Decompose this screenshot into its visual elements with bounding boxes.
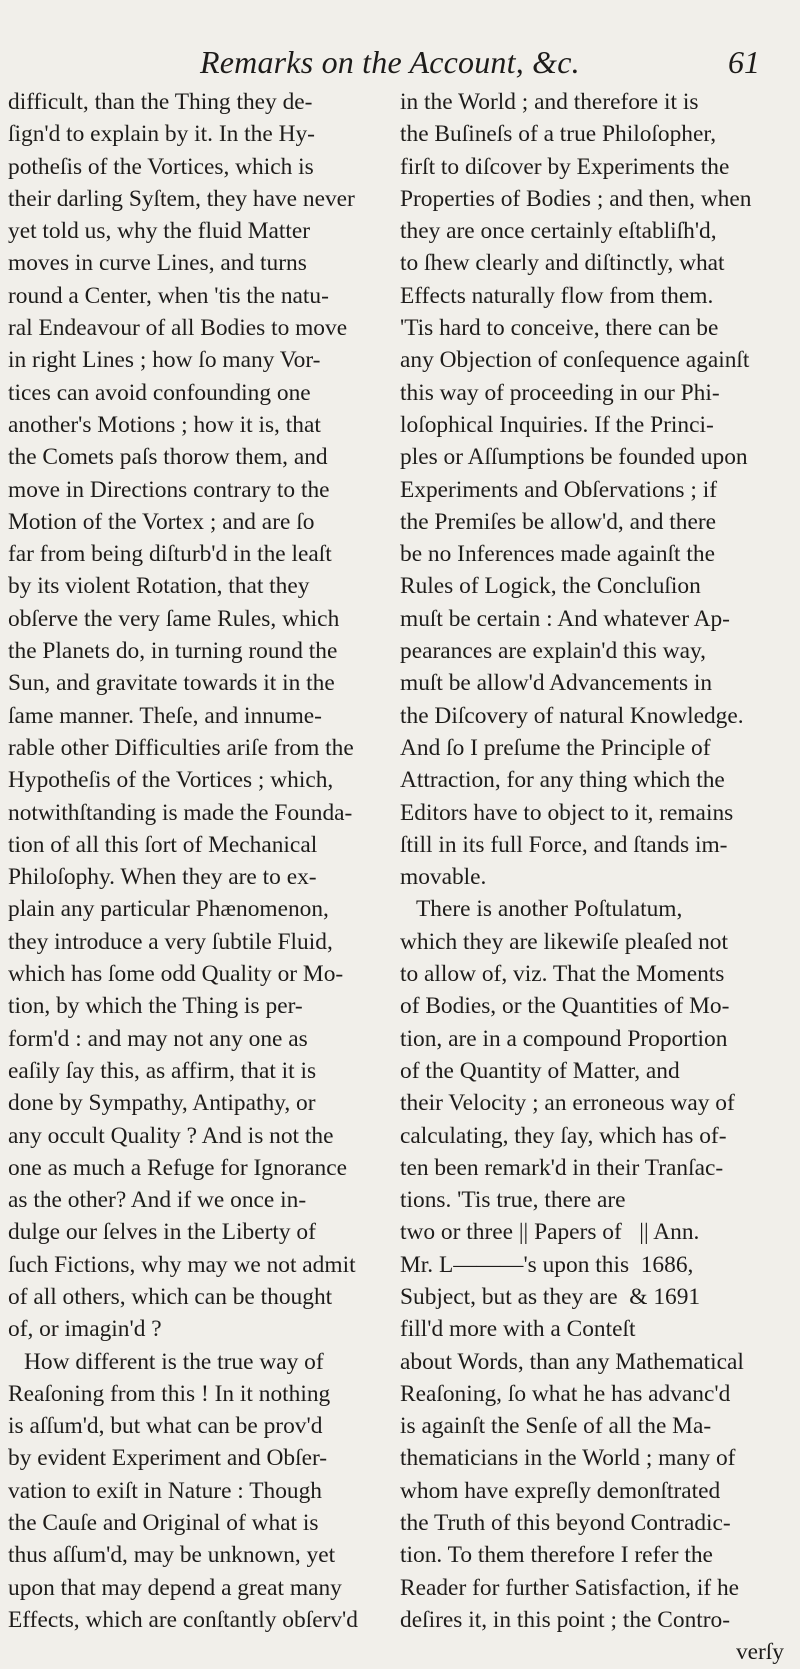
text-line: tion, by which the Thing is per- <box>8 993 303 1020</box>
text-line: potheſis of the Vortices, which is <box>8 153 314 180</box>
text-line: far from being diſturb'd in the leaſt <box>8 541 332 568</box>
text-line: of Bodies, or the Quantities of Mo- <box>400 993 730 1020</box>
text-line: Effects naturally flow from them. <box>400 282 714 309</box>
text-line: this way of proceeding in our Phi- <box>400 379 720 406</box>
text-line: the Planets do, in turning round the <box>8 638 338 665</box>
text-line: Hypotheſis of the Vortices ; which, <box>8 767 334 794</box>
text-line: the Premiſes be allow'd, and there <box>400 508 716 535</box>
text-line: 'Tis hard to conceive, there can be <box>400 315 719 342</box>
text-line: tions. 'Tis true, there are <box>400 1187 626 1214</box>
text-line: be no Inferences made againſt the <box>400 541 715 568</box>
text-line: notwithſtanding is made the Founda- <box>8 799 353 826</box>
text-line: of all others, which can be thought <box>8 1283 333 1310</box>
text-line: movable. <box>400 864 487 891</box>
text-line: in the World ; and therefore it is <box>400 89 699 115</box>
text-line: ſign'd to explain by it. In the Hy- <box>8 121 315 148</box>
text-line: is aſſum'd, but what can be prov'd <box>8 1413 323 1440</box>
text-line: upon that may depend a great many <box>8 1574 342 1601</box>
text-line: Editors have to object to it, remains <box>400 799 734 826</box>
text-line: ſame manner. Theſe, and innume- <box>8 702 322 729</box>
text-line: Motion of the Vortex ; and are ſo <box>8 508 315 535</box>
text-line: moves in curve Lines, and turns <box>8 250 307 277</box>
text-line: the Buſineſs of a true Philoſopher, <box>400 121 717 148</box>
text-line: ſtill in its full Force, and ſtands im- <box>400 831 728 858</box>
text-line: as the other? And if we once in- <box>8 1187 307 1214</box>
text-line: the Truth of this beyond Contradic- <box>400 1510 731 1537</box>
left-text-column <box>8 86 384 1636</box>
text-line: Properties of Bodies ; and then, when <box>400 185 752 212</box>
text-line: Attraction, for any thing which the <box>400 767 725 794</box>
running-title: Remarks on the Account, &c. <box>200 44 580 80</box>
text-line: plain any particular Phænomenon, <box>8 896 329 923</box>
text-line: muſt be allow'd Advancements in <box>400 670 713 697</box>
text-line: which they are likewiſe pleaſed not <box>400 928 728 955</box>
text-line: thus aſſum'd, may be unknown, yet <box>8 1542 336 1569</box>
text-line: vation to exiſt in Nature : Though <box>8 1477 322 1504</box>
text-line: about Words, than any Mathematical <box>400 1348 744 1375</box>
text-line: the Diſcovery of natural Knowledge. <box>400 702 744 729</box>
text-line: tion of all this ſort of Mechanical <box>8 831 318 858</box>
page-number: 61 <box>728 44 760 80</box>
text-line: Reader for further Satisfaction, if he <box>400 1574 740 1601</box>
text-line: which has ſome odd Quality or Mo- <box>8 961 344 988</box>
text-line: any occult Quality ? And is not the <box>8 1122 334 1149</box>
text-line: Rules of Logick, the Concluſion <box>400 573 701 600</box>
text-line: one as much a Refuge for Ignorance <box>8 1154 348 1181</box>
text-line: ples or Aſſumptions be founded upon <box>400 444 748 471</box>
text-line: form'd : and may not any one as <box>8 1025 308 1052</box>
text-line: ten been remark'd in their Tranſac- <box>400 1154 724 1181</box>
text-line: muſt be certain : And whatever Ap- <box>400 605 730 632</box>
text-line: Subject, but as they are & 1691 <box>400 1283 701 1310</box>
text-line: dulge our ſelves in the Liberty of <box>8 1219 316 1246</box>
text-line: they are once certainly eſtabliſh'd, <box>400 218 717 245</box>
text-line: whom have expreſly demonſtrated <box>400 1477 721 1504</box>
text-line: any Objection of conſequence againſt <box>400 347 750 374</box>
text-line: round a Center, when 'tis the natu- <box>8 282 329 309</box>
text-line: Experiments and Obſervations ; if <box>400 476 717 503</box>
text-line: loſophical Inquiries. If the Princi- <box>400 411 714 438</box>
text-line: eaſily ſay this, as affirm, that it is <box>8 1057 317 1084</box>
text-line: by evident Experiment and Obſer- <box>8 1445 328 1472</box>
text-line: they introduce a very ſubtile Fluid, <box>8 928 333 955</box>
right-text-column <box>400 86 790 1669</box>
text-line: calculating, they ſay, which has of- <box>400 1122 727 1149</box>
text-line: is againſt the Senſe of all the Ma- <box>400 1413 712 1440</box>
text-line: tices can avoid confounding one <box>8 379 311 406</box>
text-line: of, or imagin'd ? <box>8 1316 162 1343</box>
text-line: two or three || Papers of || Ann. <box>400 1219 700 1246</box>
text-line: Effects, which are conſtantly obſerv'd <box>8 1606 358 1633</box>
text-line: Sun, and gravitate towards it in the <box>8 670 335 697</box>
text-line: fill'd more with a Conteſt <box>400 1316 636 1343</box>
text-line: to ſhew clearly and diſtinctly, what <box>400 250 725 277</box>
text-line: Philoſophy. When they are to ex- <box>8 864 317 891</box>
text-line: done by Sympathy, Antipathy, or <box>8 1090 316 1117</box>
text-line: Reaſoning, ſo what he has advanc'd <box>400 1380 731 1407</box>
catchword: verſy <box>735 1639 784 1666</box>
text-line: deſires it, in this point ; the Contro- <box>400 1606 731 1633</box>
text-line: in right Lines ; how ſo many Vor- <box>8 347 321 374</box>
text-line: rable other Difficulties ariſe from the <box>8 734 354 761</box>
text-line: yet told us, why the fluid Matter <box>8 218 311 245</box>
text-line: firſt to diſcover by Experiments the <box>400 153 730 180</box>
text-line: tion, are in a compound Proportion <box>400 1025 728 1052</box>
text-line: pearances are explain'd this way, <box>400 638 706 665</box>
text-line: Mr. L———'s upon this 1686, <box>400 1251 694 1278</box>
text-line: Reaſoning from this ! In it nothing <box>8 1380 331 1407</box>
text-line: difficult, than the Thing they de- <box>8 89 313 115</box>
text-line: ral Endeavour of all Bodies to move <box>8 315 348 342</box>
text-line: another's Motions ; how it is, that <box>8 411 321 438</box>
text-line: ſuch Fictions, why may we not admit <box>8 1251 356 1278</box>
text-line: their darling Syſtem, they have never <box>8 185 355 212</box>
text-line: There is another Poſtulatum, <box>416 896 683 923</box>
text-line: the Comets paſs thorow them, and <box>8 444 328 471</box>
page-header <box>0 40 800 90</box>
text-line: by its violent Rotation, that they <box>8 573 310 600</box>
text-line: their Velocity ; an erroneous way of <box>400 1090 735 1117</box>
text-line: of the Quantity of Matter, and <box>400 1057 680 1084</box>
text-line: obſerve the very ſame Rules, which <box>8 605 340 632</box>
text-line: move in Directions contrary to the <box>8 476 330 503</box>
text-line: to allow of, viz. That the Moments <box>400 961 725 988</box>
text-line: tion. To them therefore I refer the <box>400 1542 713 1569</box>
text-line: And ſo I preſume the Principle of <box>400 734 711 761</box>
text-line: How different is the true way of <box>24 1348 324 1375</box>
text-line: the Cauſe and Original of what is <box>8 1510 319 1537</box>
text-line: thematicians in the World ; many of <box>400 1445 736 1472</box>
